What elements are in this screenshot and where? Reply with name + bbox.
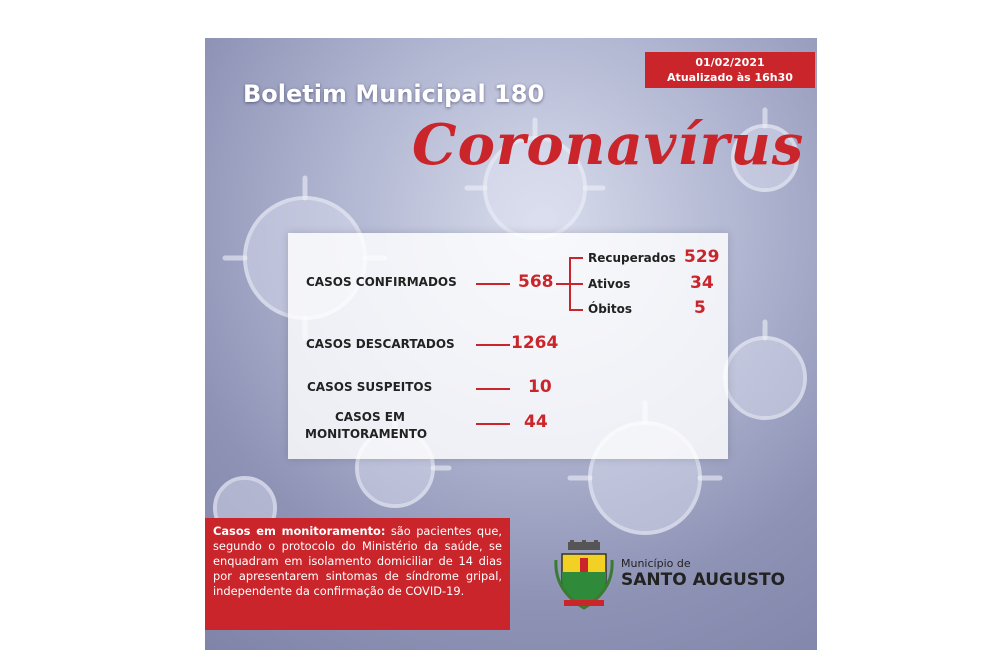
municipality-prefix: Município de	[621, 557, 691, 570]
deaths-value: 5	[694, 298, 706, 318]
monitoring-label-line1: CASOS EM	[335, 410, 405, 424]
branch-connector	[556, 283, 570, 285]
date-badge	[645, 52, 815, 88]
note-heading: Casos em monitoramento:	[213, 524, 386, 538]
updated-time: Atualizado às 16h30	[667, 71, 793, 84]
bulletin-date: 01/02/2021	[695, 56, 765, 69]
branch-recovered-line	[569, 257, 583, 259]
recovered-value: 529	[684, 247, 720, 267]
coronavirus-title: Coronavírus	[412, 112, 805, 178]
coat-of-arms-icon	[554, 540, 614, 610]
branch-deaths-line	[569, 309, 583, 311]
active-value: 34	[690, 273, 714, 293]
confirmed-value: 568	[518, 272, 554, 292]
active-label: Ativos	[588, 277, 631, 291]
confirmed-connector	[476, 283, 510, 285]
discarded-label: CASOS DESCARTADOS	[306, 337, 455, 351]
confirmed-label: CASOS CONFIRMADOS	[306, 275, 457, 289]
discarded-value: 1264	[511, 333, 559, 353]
monitoring-note	[205, 518, 510, 630]
municipality-name: SANTO AUGUSTO	[621, 570, 786, 590]
monitoring-value: 44	[524, 412, 548, 432]
monitoring-connector	[476, 423, 510, 425]
suspected-label: CASOS SUSPEITOS	[307, 380, 433, 394]
discarded-connector	[476, 344, 510, 346]
bulletin-title: Boletim Municipal 180	[243, 80, 545, 108]
monitoring-label-line2: MONITORAMENTO	[305, 427, 428, 441]
note-text: são pacientes que, segundo o protocolo do Ministério da saúde, se enquadram em isolamento domiciliar de 14 dias por apresentarem sintomas de síndrome gripal, independente da confirmação de COVID-19.	[213, 524, 502, 598]
recovered-label: Recuperados	[588, 251, 676, 265]
suspected-connector	[476, 388, 510, 390]
deaths-label: Óbitos	[588, 302, 633, 316]
branch-active-line	[569, 283, 583, 285]
suspected-value: 10	[528, 377, 552, 397]
